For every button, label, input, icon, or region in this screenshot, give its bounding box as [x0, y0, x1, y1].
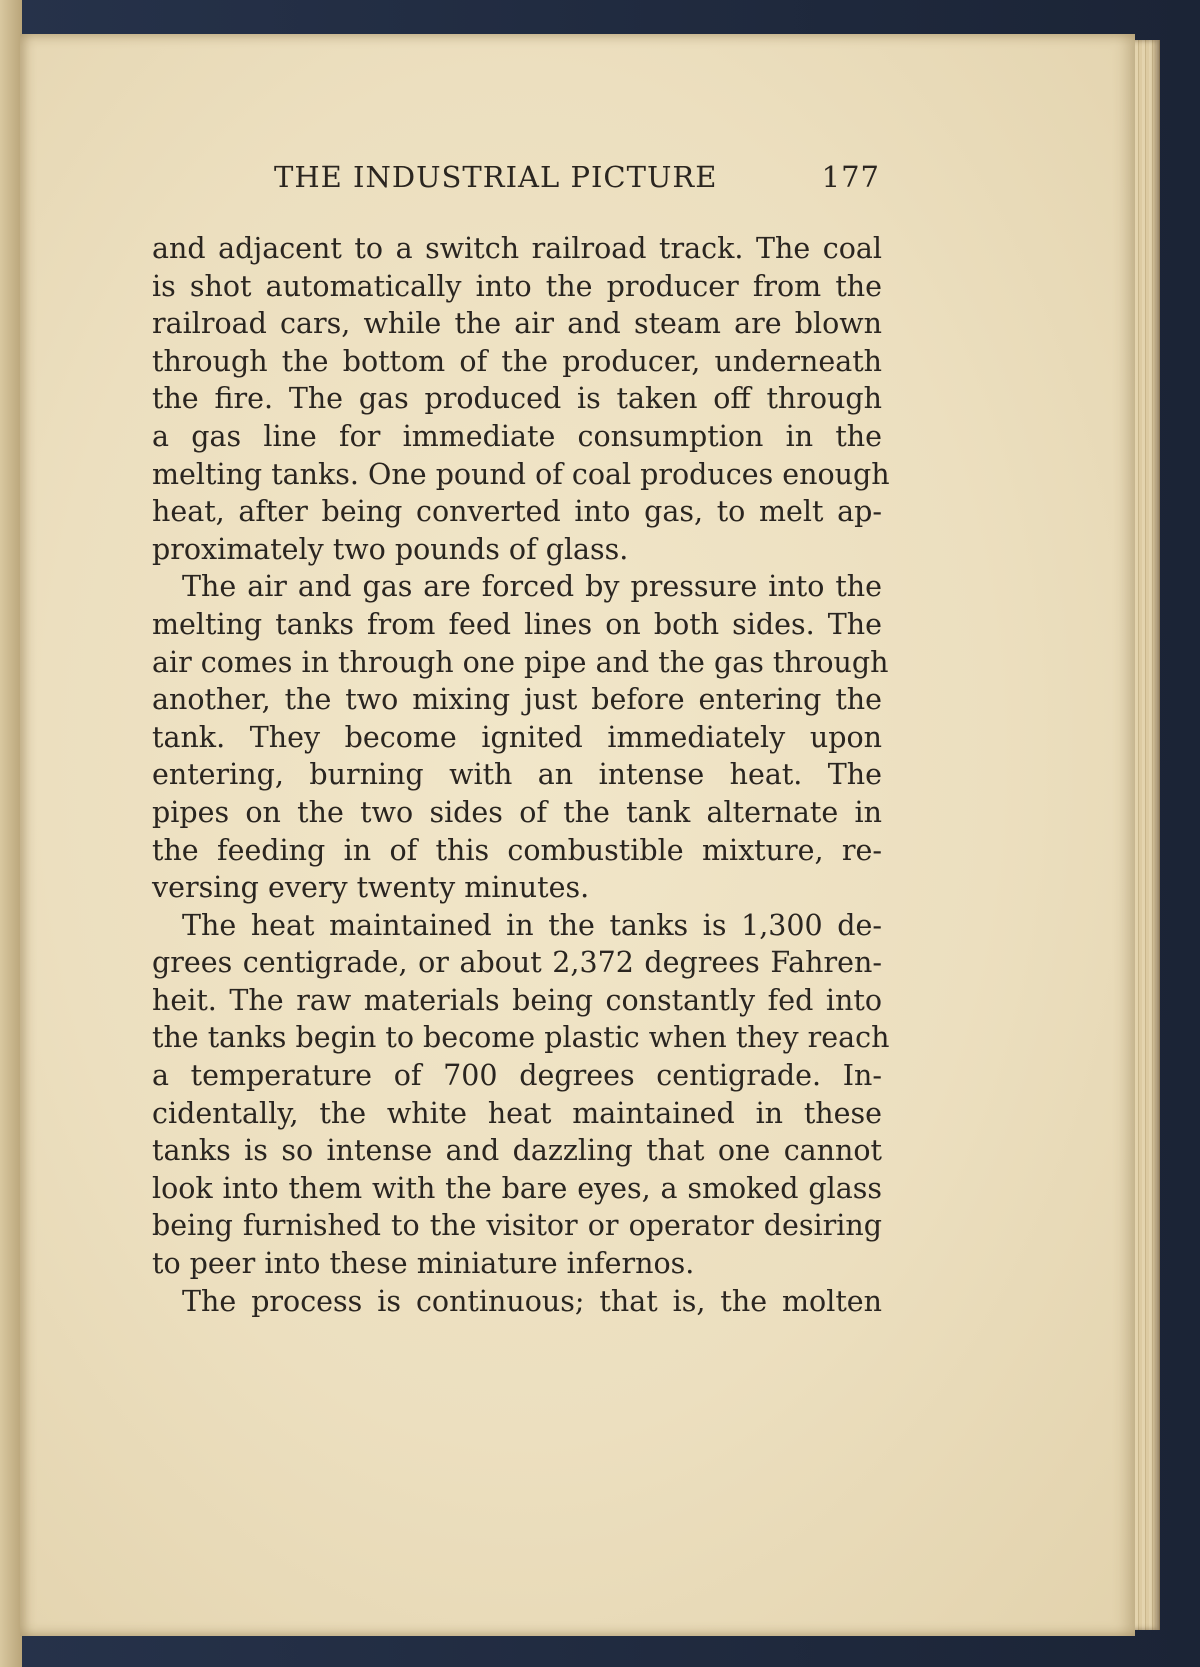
- text-line: the tanks begin to become plastic when they reach: [152, 1021, 890, 1055]
- text-line: cidentally, the white heat maintained in these: [152, 1096, 882, 1130]
- body-text: [152, 230, 890, 1320]
- text-line: and adjacent to a switch railroad track. The coal: [152, 232, 882, 265]
- text-line: look into them with the bare eyes, a smoked glass: [152, 1171, 882, 1205]
- left-page-edge: [0, 0, 22, 1667]
- text-line: to peer into these miniature infernos.: [152, 1247, 695, 1281]
- text-line: through the bottom of the producer, underneath: [152, 344, 882, 378]
- text-line: pipes on the two sides of the tank alternate in: [152, 795, 882, 829]
- text-line: proximately two pounds of glass.: [152, 532, 629, 566]
- text-line: is shot automatically into the producer from the: [152, 269, 882, 303]
- text-line: entering, burning with an intense heat. The: [152, 758, 882, 792]
- text-line: The process is continuous; that is, the molten: [182, 1284, 882, 1318]
- text-line: another, the two mixing just before entering the: [152, 683, 882, 717]
- text-line: tank. They become ignited immediately upon: [152, 720, 882, 754]
- text-line: versing every twenty minutes.: [152, 871, 590, 905]
- text-line: tanks is so intense and dazzling that one cannot: [152, 1134, 882, 1168]
- text-line: a gas line for immediate consumption in the: [152, 419, 882, 453]
- text-line: melting tanks. One pound of coal produces enough: [152, 457, 890, 491]
- page-number: 177: [821, 160, 880, 194]
- text-line: grees centigrade, or about 2,372 degrees Fahren-: [152, 946, 882, 980]
- text-line: being furnished to the visitor or operator desiring: [152, 1209, 882, 1243]
- text-line: melting tanks from feed lines on both sides. The: [152, 607, 882, 641]
- running-title: THE INDUSTRIAL PICTURE: [274, 160, 718, 194]
- text-line: heit. The raw materials being constantly fed into: [152, 983, 882, 1017]
- text-line: a temperature of 700 degrees centigrade. In-: [152, 1059, 882, 1093]
- text-line: railroad cars, while the air and steam are blown: [152, 307, 882, 341]
- text-line: the fire. The gas produced is taken off through: [152, 382, 882, 416]
- running-header: [274, 160, 880, 194]
- text-line: the feeding in of this combustible mixture, re-: [152, 833, 882, 867]
- text-line: The air and gas are forced by pressure into the: [182, 570, 882, 604]
- text-line: air comes in through one pipe and the gas through: [152, 645, 889, 679]
- text-line: heat, after being converted into gas, to melt ap-: [152, 495, 882, 529]
- text-line: The heat maintained in the tanks is 1,300 de-: [182, 908, 882, 942]
